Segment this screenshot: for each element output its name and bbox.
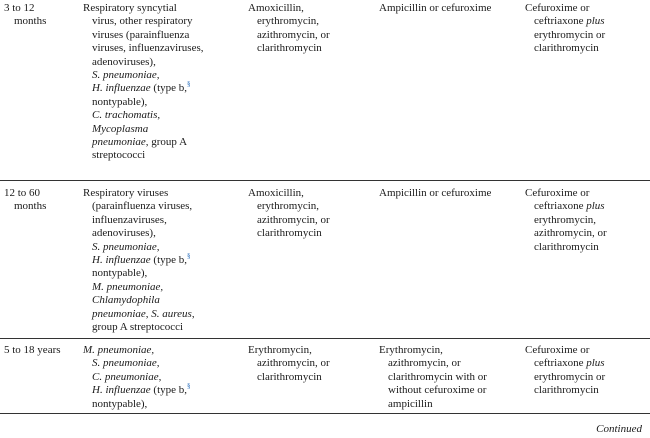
organisms-line [83, 241, 245, 254]
text-span: erythromycin or [534, 28, 606, 41]
organisms-line [83, 109, 245, 122]
organisms-line [83, 2, 245, 15]
text-span: nontypable), [92, 397, 148, 410]
organisms-line [83, 357, 245, 370]
text-span: azithromycin, or [257, 213, 330, 226]
text-span: 5 to 18 years [4, 344, 61, 356]
italic-text: plus [586, 200, 605, 213]
organisms-line [83, 308, 245, 321]
inpatient-cell [379, 344, 519, 411]
organisms-line [83, 29, 245, 42]
organisms-line [83, 227, 245, 240]
row-divider [0, 338, 650, 339]
text-span: Erythromycin, [248, 344, 312, 356]
organisms-cell [83, 2, 245, 163]
outpatient-line [248, 227, 370, 240]
icu-cell [525, 2, 650, 56]
text-span: clarithromycin [534, 240, 599, 253]
outpatient-line [248, 42, 370, 55]
italic-text: pneumoniae [92, 136, 146, 149]
age-line [4, 15, 78, 28]
inpatient-cell [379, 187, 519, 200]
organisms-line [83, 123, 245, 136]
age-line [4, 200, 78, 213]
outpatient-line [248, 29, 370, 42]
text-span: without cefuroxime or [388, 384, 487, 397]
text-span: clarithromycin [257, 42, 322, 55]
organisms-line [83, 384, 245, 397]
text-span: erythromycin or [534, 370, 606, 383]
outpatient-line [248, 2, 370, 15]
text-span: azithromycin, or [388, 357, 461, 370]
inpatient-line [379, 2, 519, 15]
organisms-line [83, 69, 245, 82]
age-line [4, 344, 78, 357]
italic-text: S. pneumoniae, [92, 357, 160, 370]
organisms-line [83, 371, 245, 384]
outpatient-line [248, 187, 370, 200]
organisms-line [83, 398, 245, 411]
text-span: viruses (parainfluenza [92, 28, 190, 41]
icu-line [525, 384, 650, 397]
organisms-cell [83, 187, 245, 334]
outpatient-line [248, 357, 370, 370]
text-span: virus, other respiratory [92, 15, 193, 28]
icu-line [525, 15, 650, 28]
text-span: 12 to 60 [4, 187, 41, 199]
footnote-marker: § [187, 382, 191, 391]
text-span: , [191, 307, 195, 320]
italic-text: plus [586, 357, 605, 370]
footnote-marker: § [187, 80, 191, 89]
text-span: Amoxicillin, [248, 187, 304, 199]
inpatient-line [379, 357, 519, 370]
outpatient-line [248, 15, 370, 28]
organisms-line [83, 344, 245, 357]
text-span: Amoxicillin, [248, 2, 304, 14]
organisms-line [83, 82, 245, 95]
text-span: Cefuroxime or [525, 187, 590, 199]
organisms-line [83, 15, 245, 28]
organisms-line [83, 149, 245, 162]
text-span: months [14, 200, 47, 213]
text-span: azithromycin, or [534, 227, 607, 240]
text-span: , [145, 307, 152, 320]
organisms-line [83, 294, 245, 307]
continued-label: Continued [596, 423, 642, 435]
text-span: 3 to 12 [4, 2, 35, 14]
icu-cell [525, 187, 650, 254]
icu-line [525, 357, 650, 370]
text-span: clarithromycin [534, 384, 599, 397]
organisms-line [83, 200, 245, 213]
footnote-marker: § [187, 252, 191, 261]
inpatient-line [379, 187, 519, 200]
text-span: erythromycin, [257, 15, 320, 28]
text-span: Cefuroxime or [525, 2, 590, 14]
icu-line [525, 187, 650, 200]
italic-text: pneumoniae [92, 307, 146, 320]
organisms-line [83, 42, 245, 55]
age-line [4, 187, 78, 200]
text-span: adenoviruses), [92, 227, 156, 240]
italic-text: H. influenzae [92, 254, 151, 267]
text-span: erythromycin, [534, 213, 597, 226]
italic-text: M. pneumoniae, [83, 344, 155, 356]
italic-text: Chlamydophila [92, 294, 160, 307]
text-span: clarithromycin [257, 370, 322, 383]
icu-line [525, 2, 650, 15]
italic-text: M. pneumoniae, [92, 280, 164, 293]
icu-line [525, 344, 650, 357]
text-span: viruses, influenzaviruses, [92, 42, 204, 55]
icu-line [525, 42, 650, 55]
icu-line [525, 227, 650, 240]
italic-text: S. pneumoniae, [92, 240, 160, 253]
organisms-line [83, 136, 245, 149]
inpatient-line [379, 344, 519, 357]
icu-line [525, 200, 650, 213]
outpatient-cell [248, 344, 370, 384]
outpatient-cell [248, 2, 370, 56]
organisms-line [83, 267, 245, 280]
organisms-line [83, 56, 245, 69]
icu-line [525, 371, 650, 384]
text-span: (type b, [150, 82, 188, 95]
age-line [4, 2, 78, 15]
text-span: ceftriaxone [534, 200, 587, 213]
text-span: months [14, 15, 47, 28]
inpatient-line [379, 371, 519, 384]
organisms-line [83, 187, 245, 200]
icu-line [525, 214, 650, 227]
row-divider [0, 180, 650, 181]
text-span: Erythromycin, [379, 344, 443, 356]
inpatient-cell [379, 2, 519, 15]
text-span: nontypable), [92, 95, 148, 108]
organisms-line [83, 214, 245, 227]
text-span: (type b, [150, 384, 188, 397]
organisms-cell [83, 344, 245, 411]
text-span: clarithromycin [534, 42, 599, 55]
organisms-line [83, 321, 245, 334]
text-span: (type b, [150, 254, 188, 267]
text-span: clarithromycin [257, 227, 322, 240]
outpatient-line [248, 214, 370, 227]
organisms-line [83, 281, 245, 294]
icu-line [525, 29, 650, 42]
italic-text: C. pneumoniae, [92, 370, 162, 383]
outpatient-line [248, 200, 370, 213]
text-span: ampicillin [388, 397, 433, 410]
inpatient-line [379, 398, 519, 411]
organisms-line [83, 254, 245, 267]
age-cell [4, 344, 78, 357]
outpatient-line [248, 371, 370, 384]
italic-text: H. influenzae [92, 82, 151, 95]
text-span: erythromycin, [257, 200, 320, 213]
text-span: influenzaviruses, [92, 213, 167, 226]
icu-line [525, 241, 650, 254]
text-span: clarithromycin with or [388, 370, 487, 383]
text-span: Respiratory syncytial [83, 2, 177, 14]
organisms-line [83, 96, 245, 109]
text-span: ceftriaxone [534, 357, 587, 370]
age-cell [4, 2, 78, 29]
text-span: , group A [145, 136, 188, 149]
inpatient-line [379, 384, 519, 397]
text-span: azithromycin, or [257, 28, 330, 41]
italic-text: Mycoplasma [92, 122, 149, 135]
text-span: ceftriaxone [534, 15, 587, 28]
italic-text: H. influenzae [92, 384, 151, 397]
text-span: Ampicillin or cefuroxime [379, 2, 492, 14]
italic-text: C. trachomatis, [92, 109, 161, 122]
text-span: Cefuroxime or [525, 344, 590, 356]
italic-text: S. pneumoniae, [92, 69, 160, 82]
italic-text: S. aureus [151, 307, 192, 320]
text-span: streptococci [92, 149, 146, 162]
text-span: (parainfluenza viruses, [92, 200, 193, 213]
icu-cell [525, 344, 650, 398]
text-span: azithromycin, or [257, 357, 330, 370]
italic-text: plus [586, 15, 605, 28]
text-span: Respiratory viruses [83, 187, 169, 199]
text-span: nontypable), [92, 267, 148, 280]
outpatient-line [248, 344, 370, 357]
text-span: Ampicillin or cefuroxime [379, 187, 492, 199]
text-span: group A streptococci [92, 321, 184, 334]
table-bottom-rule [0, 413, 650, 414]
text-span: adenoviruses), [92, 55, 156, 68]
age-cell [4, 187, 78, 214]
outpatient-cell [248, 187, 370, 241]
